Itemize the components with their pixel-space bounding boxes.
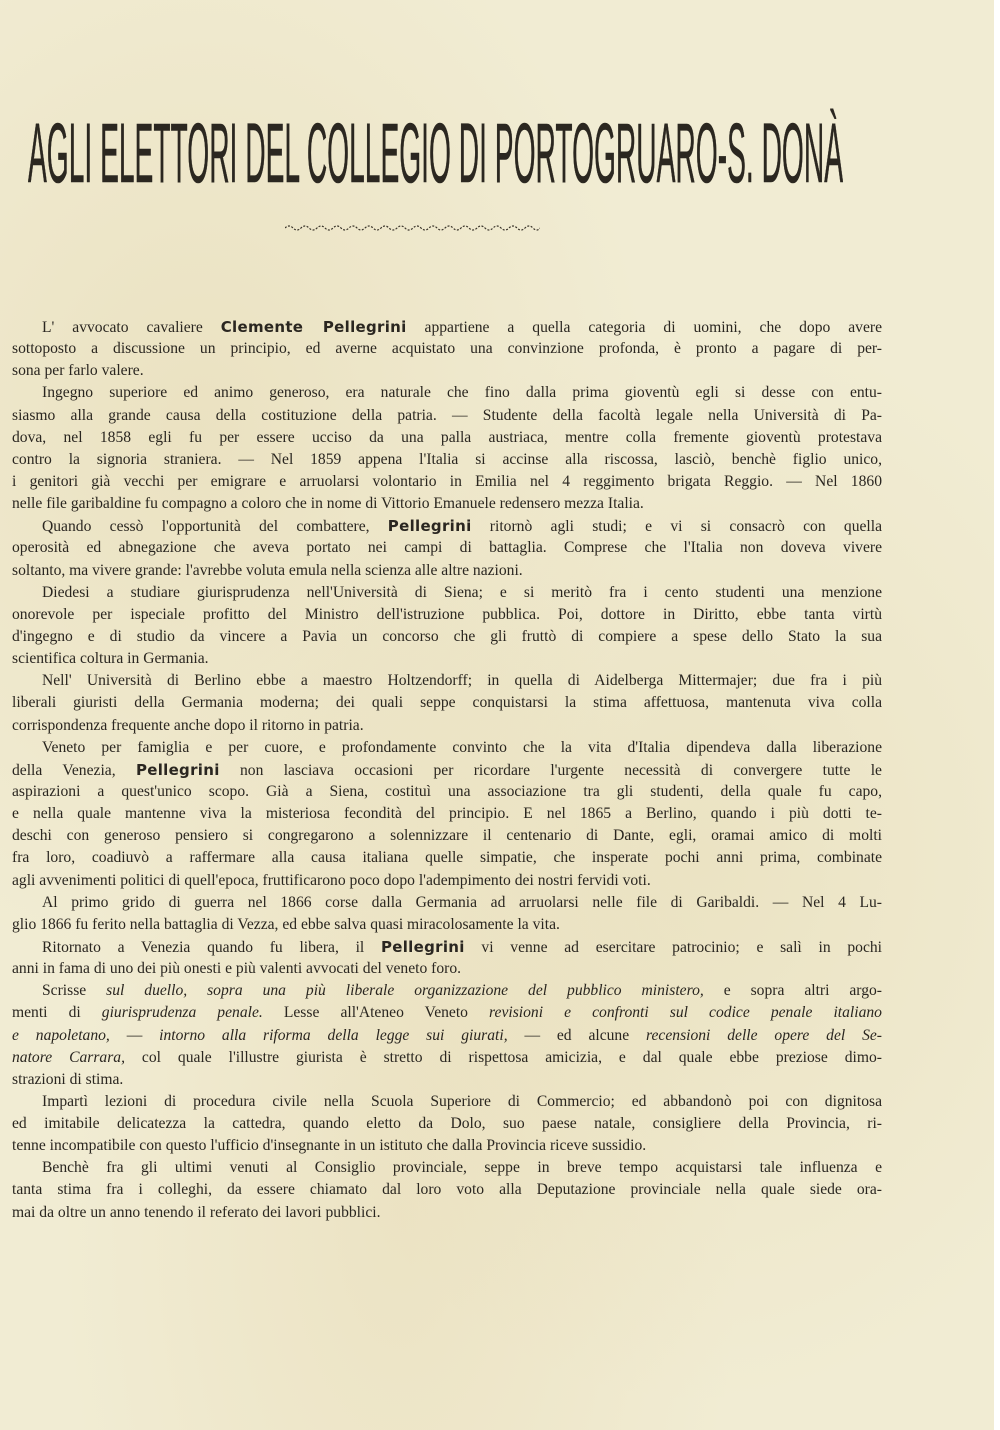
text-line — [12, 493, 882, 515]
text-run: scientifica coltura in Germania. — [12, 650, 209, 668]
name-emphasis: Pellegrini — [135, 760, 220, 779]
paragraph — [12, 582, 882, 671]
text-line — [12, 515, 882, 537]
text-line — [12, 316, 882, 338]
text-run: mai da oltre un anno tenendo il referato dei lavori pubblici. — [12, 1203, 381, 1221]
paragraph — [12, 892, 882, 936]
text-line — [12, 1179, 882, 1201]
decorative-rule — [285, 222, 540, 234]
text-run: siasmo alla grande causa della costituzione della patria. — Studente della facoltà legale nella Università di Pa- — [12, 406, 882, 424]
text-line — [12, 382, 882, 404]
text-line — [12, 1113, 882, 1135]
text-line — [12, 360, 882, 382]
paragraph — [12, 737, 882, 892]
paragraph — [12, 382, 882, 515]
text-line — [12, 737, 882, 759]
text-line — [12, 781, 882, 803]
text-run: — ed alcune — [507, 1026, 647, 1044]
text-line — [12, 825, 882, 847]
text-run: anni in fama di uno dei più onesti e più valenti avvocati del veneto foro. — [12, 960, 462, 978]
text-line — [12, 626, 882, 648]
title-text: AGLI ELETTORI DEL COLLEGIO DI PORTOGRUARO-S. DONÀ — [28, 108, 843, 193]
text-line — [12, 692, 882, 714]
text-run: dova, nel 1858 egli fu per essere ucciso da una palla austriaca, mentre colla fremente gioventù protestava — [12, 428, 882, 446]
text-line — [12, 1091, 882, 1113]
italic-title: sul duello, sopra una più liberale organizzazione del pubblico ministero, — [106, 982, 704, 1000]
text-line — [12, 958, 882, 980]
text-line — [12, 449, 882, 471]
text-run: ritornò agli studi; e vi si consacrò con quella — [471, 518, 882, 536]
text-line — [12, 670, 882, 692]
text-run: L' avvocato cavaliere — [42, 319, 221, 336]
text-run: appartiene a quella categoria di uomini, che dopo avere — [406, 319, 882, 336]
text-run: vi venne ad esercitare patrocinio; e salì in pochi — [464, 938, 882, 956]
text-line — [12, 604, 882, 626]
text-run: Ritornato a Venezia quando fu libera, il — [42, 938, 381, 956]
text-run: — — [109, 1026, 160, 1044]
italic-title: e napoletano, — [12, 1026, 110, 1044]
text-run: e nella quale mantenne viva la misteriosa fecondità del principio. E nel 1865 a Berlino, quando i più dotti te- — [12, 805, 882, 823]
text-run: sona per farlo valere. — [12, 362, 144, 380]
text-run: glio 1866 fu ferito nella battaglia di Vezza, ed ebbe salva quasi miracolosamente la vita. — [12, 915, 560, 933]
text-line — [12, 870, 882, 892]
text-run: Impartì lezioni di procedura civile nella Scuola Superiore di Commercio; ed abbandonò poi con dignitosa — [42, 1092, 882, 1110]
paragraph — [12, 936, 882, 980]
paragraph — [12, 670, 882, 736]
text-run: liberali giuristi della Germania moderna; dei quali seppe conquistarsi la stima affettuosa, mantenuta viva colla — [12, 694, 882, 712]
text-line — [12, 1202, 882, 1224]
italic-title: intorno alla riforma della legge sui giurati, — [159, 1026, 508, 1044]
text-run: Nell' Università di Berlino ebbe a maestro Holtzendorff; in quella di Aidelberga Mittermajer; due fra i più — [42, 672, 882, 690]
italic-title: natore Carrara, — [12, 1048, 125, 1066]
text-run: Scrisse — [42, 982, 107, 1000]
text-run: Lesse all'Ateneo Veneto — [262, 1004, 490, 1022]
text-line — [12, 427, 882, 449]
text-line — [12, 1047, 882, 1069]
text-line — [12, 582, 882, 604]
paragraph — [12, 1157, 882, 1223]
text-line — [12, 405, 882, 427]
text-line — [12, 936, 882, 958]
text-line — [12, 715, 882, 737]
text-line — [12, 338, 882, 360]
text-run: Quando cessò l'opportunità del combattere, — [42, 518, 388, 536]
text-line — [12, 560, 882, 582]
text-run: ed imitabile delicatezza la cattedra, quando eletto da Dolo, suo paese natale, consigliere della Provincia, ri- — [12, 1115, 882, 1133]
text-run: della Venezia, — [12, 761, 136, 779]
text-run: soltanto, ma vivere grande: l'avrebbe voluta emula nella scienza alle altre nazioni. — [12, 561, 523, 579]
text-run: Al primo grido di guerra nel 1866 corse dalla Germania ad arruolarsi nelle file di Garibaldi. — Nel 4 Lu- — [42, 893, 882, 911]
text-line — [12, 648, 882, 670]
text-line — [12, 892, 882, 914]
text-run: onorevole per ispeciale profitto del Ministro dell'istruzione pubblica. Poi, dottore in Diritto, ebbe tanta virtù — [12, 605, 882, 623]
paragraph — [12, 515, 882, 581]
text-run: aspirazioni a quest'unico scopo. Già a Siena, costituì una associazione tra gli studenti, della quale fu capo, — [12, 782, 882, 800]
text-line — [12, 759, 882, 781]
text-run: fra loro, coadiuvò a raffermare alla causa italiana quelle simpatie, che insperate pochi anni prima, combinate — [12, 849, 882, 867]
text-run: menti di — [12, 1004, 102, 1022]
text-run: e sopra altri argo- — [703, 982, 882, 1000]
text-run: nelle file garibaldine fu compagno a coloro che in nome di Vittorio Emanuele redensero mezza Italia. — [12, 495, 644, 513]
italic-title: giurisprudenza penale. — [101, 1004, 263, 1022]
text-run: Benchè fra gli ultimi venuti al Consiglio provinciale, seppe in breve tempo acquistarsi tale influenza e — [42, 1159, 882, 1177]
text-line — [12, 1157, 882, 1179]
text-run: operosità ed abnegazione che aveva portato nei campi di battaglia. Comprese che l'Italia non doveva vivere — [12, 539, 882, 557]
paragraph — [12, 316, 882, 382]
text-run: contro la signoria straniera. — Nel 1859 appena l'Italia si accinse alla riscossa, lasciò, benchè figlio unico, — [12, 450, 882, 468]
text-run: corrispondenza frequente anche dopo il ritorno in patria. — [12, 716, 364, 734]
text-run: col quale l'illustre giurista è stretto di rispettosa amicizia, e dal quale ebbe preziose dimo- — [124, 1048, 882, 1066]
text-run: tanta stima fra i colleghi, da essere chiamato dal loro voto alla Deputazione provinciale nella quale siede ora- — [12, 1181, 882, 1199]
text-line — [12, 1135, 882, 1157]
text-run: d'ingegno e di studio da vincere a Pavia un concorso che gli fruttò di compiere a spese dello Stato la sua — [12, 627, 882, 645]
text-run: tenne incompatibile con questo l'ufficio d'insegnante in un istituto che dalla Provincia riceve sussidio. — [12, 1137, 647, 1155]
text-line — [12, 537, 882, 559]
document-title — [28, 108, 843, 193]
name-emphasis: Pellegrini — [387, 517, 472, 536]
document-body — [12, 316, 882, 1224]
text-run: non lasciava occasioni per ricordare l'urgente necessità di convergere tutte le — [219, 761, 882, 779]
paragraph — [12, 1091, 882, 1157]
text-run: strazioni di stima. — [12, 1070, 124, 1088]
text-line — [12, 1025, 882, 1047]
text-line — [12, 980, 882, 1002]
name-emphasis: Pellegrini — [380, 937, 465, 956]
text-line — [12, 1069, 882, 1091]
text-line — [12, 1002, 882, 1024]
text-run: sottoposto a discussione un principio, ed averne acquistato una convinzione profonda, è pronto a pagare di per- — [12, 340, 882, 358]
italic-title: revisioni e confronti sul codice penale italiano — [489, 1004, 882, 1022]
text-line — [12, 847, 882, 869]
italic-title: recensioni delle opere del Se- — [646, 1026, 882, 1044]
name-emphasis: Clemente Pellegrini — [220, 318, 407, 336]
text-line — [12, 471, 882, 493]
text-line — [12, 803, 882, 825]
text-run: i genitori già vecchi per emigrare e arruolarsi volontario in Emilia nel 4 reggimento brigata Reggio. — Nel 1860 — [12, 472, 882, 490]
page-edge — [994, 0, 1000, 1430]
text-run: deschi con generoso pensiero si congregarono a solennizzare il centenario di Dante, egli, oramai amico di molti — [12, 827, 882, 845]
paragraph — [12, 980, 882, 1091]
text-run: Ingegno superiore ed animo generoso, era naturale che fino dalla prima gioventù egli si desse con entu- — [42, 384, 882, 402]
text-run: Diedesi a studiare giurisprudenza nell'Università di Siena; e si meritò fra i cento studenti una menzione — [42, 583, 882, 601]
text-run: Veneto per famiglia e per cuore, e profondamente convinto che la vita d'Italia dipendeva dalla liberazione — [42, 738, 882, 756]
text-line — [12, 914, 882, 936]
text-run: agli avvenimenti politici di quell'epoca, fruttificarono poco dopo l'adempimento dei nostri fervidi voti. — [12, 871, 651, 889]
